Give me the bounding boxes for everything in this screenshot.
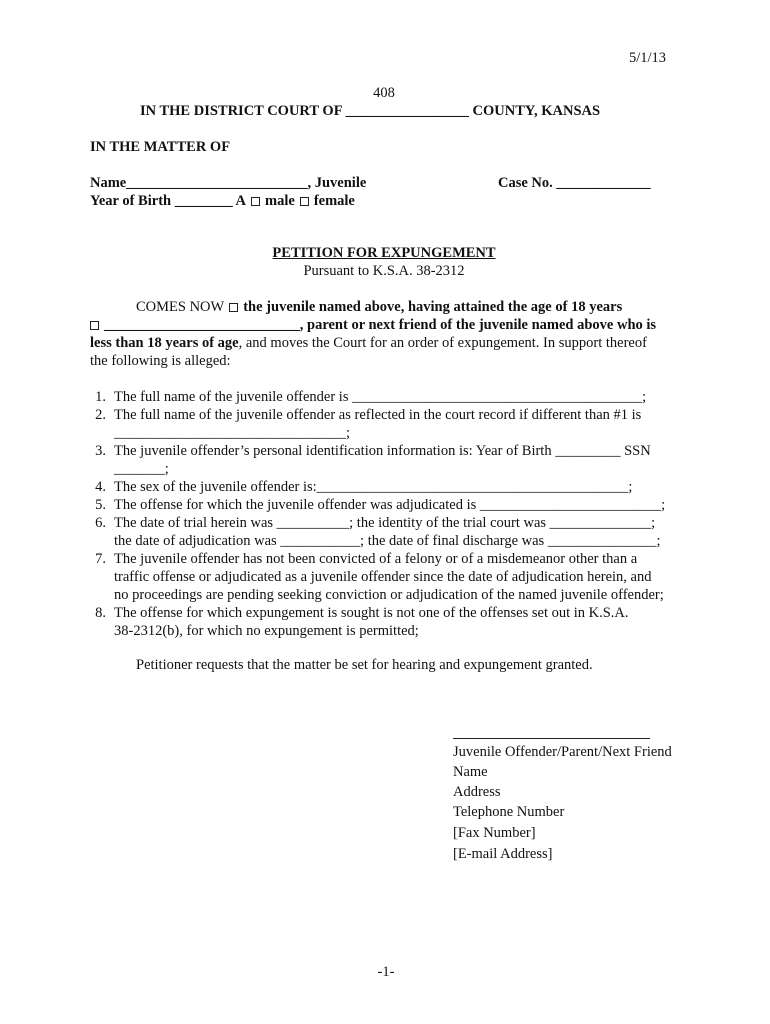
item-text: no proceedings are pending seeking conviction or adjudication of the named juvenile offender; [114, 587, 664, 603]
page-number: -1- [377, 964, 395, 980]
item-number: 6. [95, 515, 106, 531]
intro-line-4: the following is alleged: [90, 353, 231, 369]
item-text: The juvenile offender’s personal identification information is: Year of Birth _________ SSN [114, 443, 651, 459]
signature-fax: [Fax Number] [453, 825, 536, 841]
petition-title: PETITION FOR EXPUNGEMENT [272, 245, 496, 261]
signature-caption: Juvenile Offender/Parent/Next Friend [453, 744, 672, 760]
petition-subtitle: Pursuant to K.S.A. 38-2312 [303, 263, 465, 279]
request-paragraph: Petitioner requests that the matter be set for hearing and expungement granted. [136, 657, 593, 673]
intro-motion-text: , and moves the Court for an order of expungement. In support thereof [238, 335, 647, 351]
intro-line-3 [90, 334, 647, 352]
case-number-line: Case No. _____________ [498, 175, 651, 191]
intro-line-1 [136, 298, 622, 316]
item-number: 2. [95, 407, 106, 423]
signature-address: Address [453, 784, 501, 800]
item-text: The offense for which expungement is sought is not one of the offenses set out in K.S.A. [114, 605, 629, 621]
item-text: The offense for which the juvenile offender was adjudicated is _________________________; [114, 497, 666, 513]
female-label: female [313, 193, 355, 209]
option-parent-age: less than 18 years of age [90, 335, 239, 351]
option-juvenile-checkbox[interactable] [229, 303, 238, 312]
signature-email: [E-mail Address] [453, 846, 553, 862]
form-date: 5/1/13 [628, 50, 666, 66]
court-heading: IN THE DISTRICT COURT OF _________________ COUNTY, KANSAS [140, 103, 601, 119]
item-number: 3. [95, 443, 106, 459]
option-parent-checkbox[interactable] [90, 321, 99, 330]
signature-name: Name [453, 764, 488, 780]
item-text: The sex of the juvenile offender is:___________________________________________; [114, 479, 633, 495]
item-text: The full name of the juvenile offender as reflected in the court record if different than #1 is [114, 407, 642, 423]
option-parent-text: ___________________________, parent or next friend of the juvenile named above who is [104, 317, 657, 333]
intro-line-2 [90, 316, 656, 334]
item-text: the date of adjudication was ___________; the date of final discharge was _______________; [114, 533, 661, 549]
item-text: The full name of the juvenile offender is ________________________________________; [114, 389, 647, 405]
item-number: 5. [95, 497, 106, 513]
male-checkbox[interactable] [251, 197, 260, 206]
item-number: 1. [95, 389, 106, 405]
male-label: male [265, 193, 295, 209]
item-text: _______; [114, 461, 169, 477]
item-number: 4. [95, 479, 106, 495]
year-of-birth-label: Year of Birth ________ A [90, 193, 247, 209]
form-number: 408 [373, 85, 395, 101]
female-checkbox[interactable] [300, 197, 309, 206]
item-text: traffic offense or adjudicated as a juvenile offender since the date of adjudication herein, and [114, 569, 652, 585]
birth-sex-line [90, 192, 355, 210]
item-text: The juvenile offender has not been convicted of a felony or of a misdemeanor other than a [114, 551, 638, 567]
item-text: ________________________________; [114, 425, 351, 441]
comes-now-text: COMES NOW [136, 299, 225, 315]
signature-line[interactable] [453, 738, 650, 739]
item-number: 8. [95, 605, 106, 621]
matter-label: IN THE MATTER OF [90, 139, 231, 155]
item-text: The date of trial herein was __________; the identity of the trial court was ______________; [114, 515, 656, 531]
signature-telephone: Telephone Number [453, 804, 565, 820]
juvenile-name-line: Name_________________________, Juvenile [90, 175, 367, 191]
option-juvenile-text: the juvenile named above, having attained the age of 18 years [243, 299, 623, 315]
item-text: 38-2312(b), for which no expungement is permitted; [114, 623, 419, 639]
item-number: 7. [95, 551, 106, 567]
